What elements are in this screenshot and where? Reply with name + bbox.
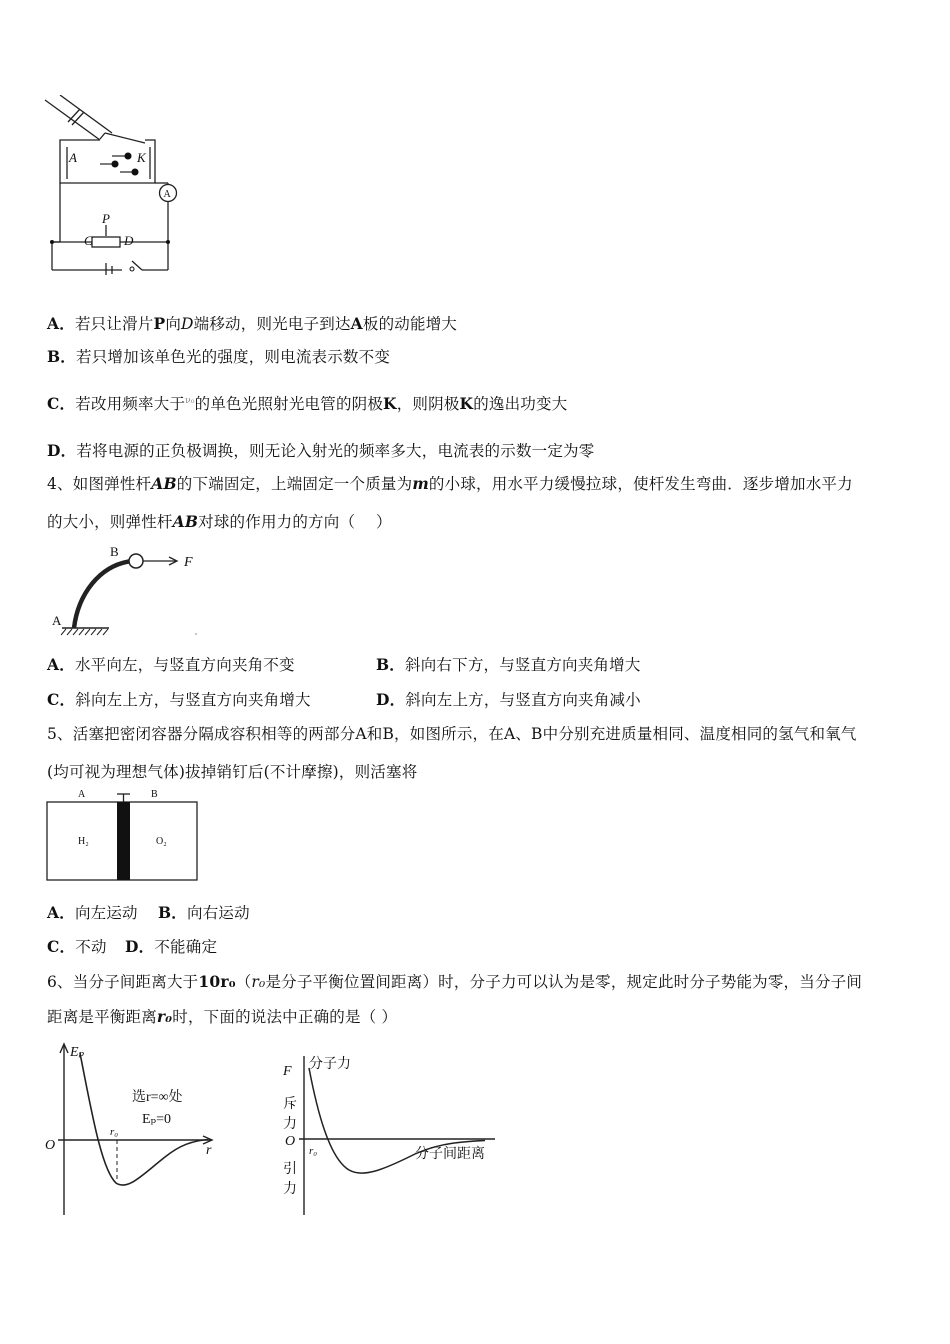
svg-text:引: 引 [283,1162,297,1177]
q3-option-b[interactable]: B．若只增加该单色光的强度，则电流表示数不变 [47,347,391,366]
q6-stem-line2: 距离是平衡距离r₀时，下面的说法中正确的是（ ） [47,1007,398,1026]
svg-text:Eₚ: Eₚ [70,1045,85,1060]
q5-option-b[interactable]: B．向右运动 [158,903,250,922]
q3-option-d[interactable]: D．若将电源的正负极调换，则无论入射光的频率多大，电流表的示数一定为零 [47,441,595,460]
svg-text:F: F [184,555,193,570]
svg-text:r: r [206,1143,212,1158]
q3-option-a[interactable]: A．若只让滑片P向D端移动，则光电子到达A板的动能增大 [47,314,458,333]
svg-text:O₂: O₂ [156,836,167,847]
q4-option-a[interactable]: A．水平向左，与竖直方向夹角不变 [47,655,295,674]
q5-option-c[interactable]: C．不动 [47,937,107,956]
svg-text:分子间距离: 分子间距离 [415,1147,485,1162]
svg-text:斥: 斥 [283,1097,297,1112]
q5-option-d[interactable]: D．不能确定 [125,937,218,956]
svg-text:A: A [69,150,77,165]
q4-option-b[interactable]: B．斜向右下方，与竖直方向夹角增大 [376,655,641,674]
svg-text:力: 力 [283,1182,297,1197]
q4-option-c[interactable]: C．斜向左上方，与竖直方向夹角增大 [47,690,311,709]
elastic-rod-figure [44,540,204,640]
svg-text:B: B [151,789,158,800]
svg-text:A: A [52,613,62,628]
svg-text:P: P [102,211,110,226]
q3-option-c[interactable]: C．若改用频率大于$^{\nu_0}$的单色光照射光电管的阴极K，则阴极K的逸出功变大 [47,394,568,413]
svg-text:A: A [78,789,86,800]
svg-text:D: D [124,233,134,248]
q4-option-d[interactable]: D．斜向左上方，与竖直方向夹角减小 [376,690,641,709]
svg-text:B: B [110,544,119,559]
q5-option-a[interactable]: A．向左运动 [47,903,138,922]
q4-stem-line2: 的大小，则弹性杆AB对球的作用力的方向（ ） [47,512,392,531]
svg-text:K: K [137,150,146,165]
svg-text:F: F [283,1064,292,1079]
nu0-symbol: ν₀ [185,396,195,406]
svg-text:C: C [84,233,93,248]
photoelectric-circuit-figure [40,95,190,275]
q6-stem-line1: 6、当分子间距离大于10r₀（r₀是分子平衡位置间距离）时，分子力可以认为是零，规定此时分子势能为零，当分子间 [47,972,863,991]
svg-text:r₀: r₀ [110,1126,119,1138]
svg-text:力: 力 [283,1117,297,1132]
q5-stem-line1: 5、活塞把密闭容器分隔成容积相等的两部分A和B，如图所示，在A、B中分别充进质量相同、温度相同的氢气和氧气 [47,725,857,743]
q5-stem-line2: (均可视为理想气体)拔掉销钉后(不计摩擦)，则活塞将 [47,763,418,781]
molecular-force-graph [275,1050,510,1220]
q4-stem-line1: 4、如图弹性杆AB的下端固定，上端固定一个质量为m的小球，用水平力缓慢拉球，使杆发生弯曲．逐步增加水平力 [47,474,853,493]
svg-text:选r=∞处: 选r=∞处 [132,1090,183,1105]
svg-text:分子力: 分子力 [309,1057,351,1072]
svg-text:A: A [163,189,171,200]
piston-container-figure [44,785,204,885]
svg-text:O: O [285,1134,296,1149]
svg-text:O: O [45,1138,56,1153]
potential-energy-graph [40,1035,230,1225]
svg-text:Eₚ=0: Eₚ=0 [142,1112,172,1127]
svg-text:H₂: H₂ [78,836,89,847]
svg-text:r₀: r₀ [309,1145,318,1157]
